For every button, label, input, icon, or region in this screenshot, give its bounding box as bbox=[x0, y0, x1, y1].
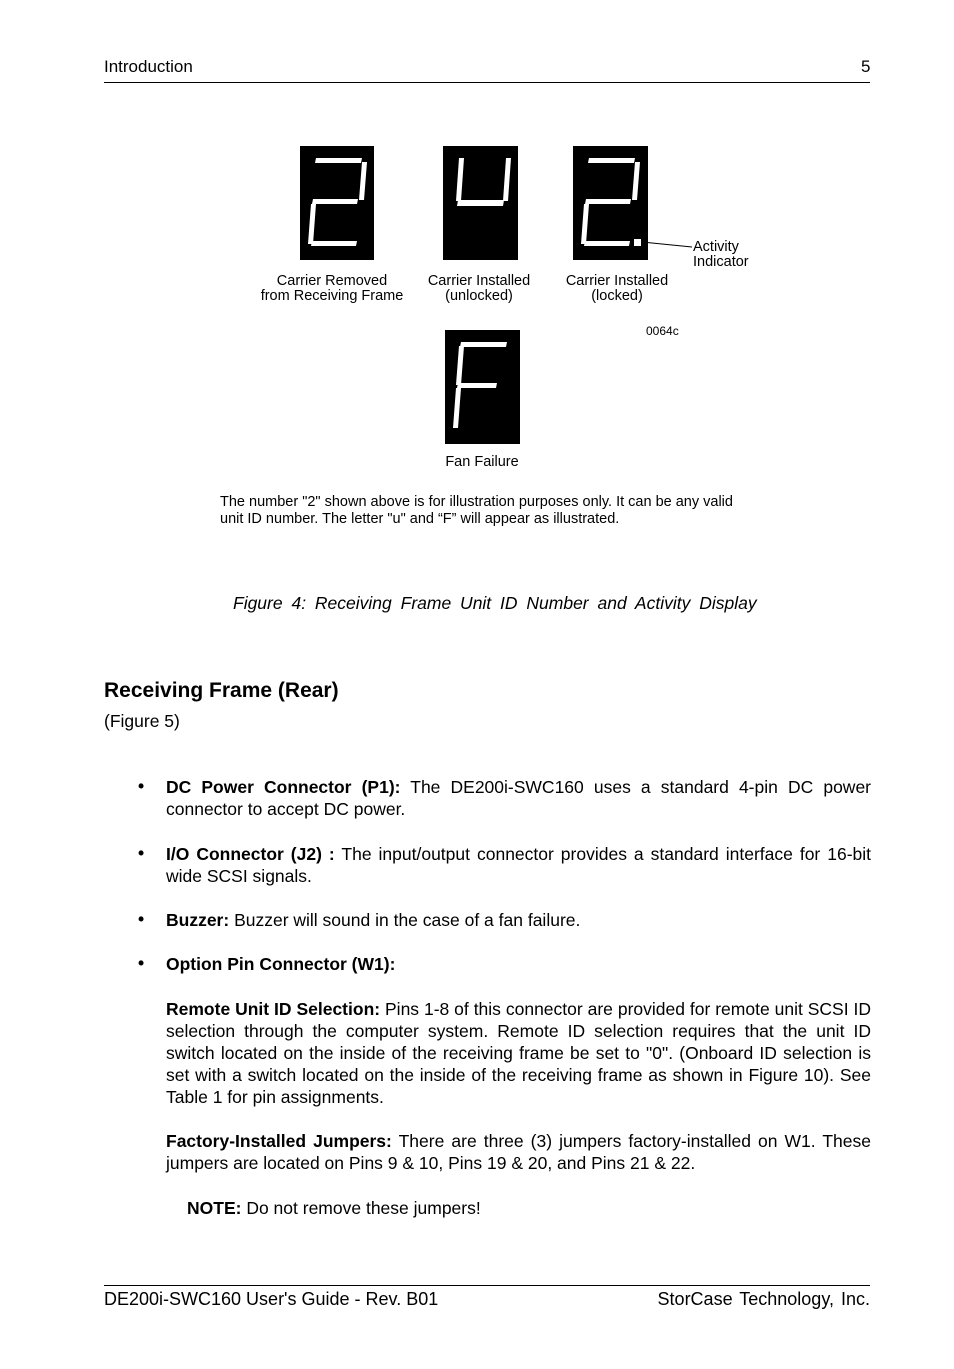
running-header-section: Introduction bbox=[104, 57, 193, 76]
caption-carrier-removed: Carrier Removed from Receiving Frame bbox=[260, 273, 404, 304]
footer-document-title: DE200i-SWC160 User's Guide - Rev. B01 bbox=[104, 1289, 439, 1309]
figure-caption: Figure 4: Receiving Frame Unit ID Number and Activity Display bbox=[233, 593, 757, 613]
header-rule bbox=[104, 82, 870, 83]
display-letter-u-unlocked bbox=[443, 146, 518, 260]
footer-company: StorCase Technology, Inc. bbox=[657, 1289, 870, 1309]
list-item-dc-power: DC Power Connector (P1): The DE200i-SWC160 uses a standard 4-pin DC power connector to accept DC power. bbox=[166, 777, 871, 819]
display-digit-2-locked bbox=[573, 146, 648, 260]
caption-fan-failure: Fan Failure bbox=[445, 454, 519, 470]
bullet-marker: • bbox=[138, 843, 145, 863]
bullet-marker: • bbox=[138, 909, 145, 929]
activity-indicator-leader-line bbox=[640, 238, 696, 250]
caption-carrier-installed-locked: Carrier Installed (locked) bbox=[565, 273, 669, 304]
list-item-option-pin-connector: Option Pin Connector (W1): bbox=[166, 954, 396, 974]
footer-rule bbox=[104, 1285, 870, 1286]
list-item-io-connector: I/O Connector (J2) : The input/output connector provides a standard interface for 16-bit wide SCSI signals. bbox=[166, 844, 872, 886]
jumper-note: NOTE: Do not remove these jumpers! bbox=[187, 1198, 481, 1218]
figure-code: 0064c bbox=[646, 324, 679, 338]
figure-reference: (Figure 5) bbox=[104, 711, 180, 731]
figure-note: The number "2" shown above is for illustration purposes only. It can be any valid unit ID number. The letter "u" and “F” will appear as illustrated. bbox=[220, 494, 733, 527]
list-item-buzzer: Buzzer: Buzzer will sound in the case of a fan failure. bbox=[166, 910, 581, 930]
bullet-marker: • bbox=[138, 776, 145, 796]
display-letter-f-fan-failure bbox=[445, 330, 520, 444]
section-title: Receiving Frame (Rear) bbox=[104, 679, 339, 702]
display-digit-2-removed bbox=[300, 146, 374, 260]
page-number: 5 bbox=[861, 57, 871, 76]
factory-jumpers-paragraph: Factory-Installed Jumpers: There are three (3) jumpers factory-installed on W1. These jumpers are located on Pins 9 & 10, Pins 19 & 20, and Pins 21 & 22. bbox=[166, 1131, 872, 1173]
activity-indicator-label: Activity Indicator bbox=[693, 239, 749, 270]
bullet-marker: • bbox=[138, 953, 145, 973]
remote-id-paragraph: Remote Unit ID Selection: Pins 1-8 of this connector are provided for remote unit SCSI ID selection through the computer system. Remote ID selection requires that the unit ID switch located on the inside of the receiving frame be set to "0". (Onboard ID selection is set with a switch located on the inside of the receiving frame as shown in Figure 10). See Table 1 for pin assignments. bbox=[166, 999, 871, 1107]
caption-carrier-installed-unlocked: Carrier Installed (unlocked) bbox=[427, 273, 531, 304]
